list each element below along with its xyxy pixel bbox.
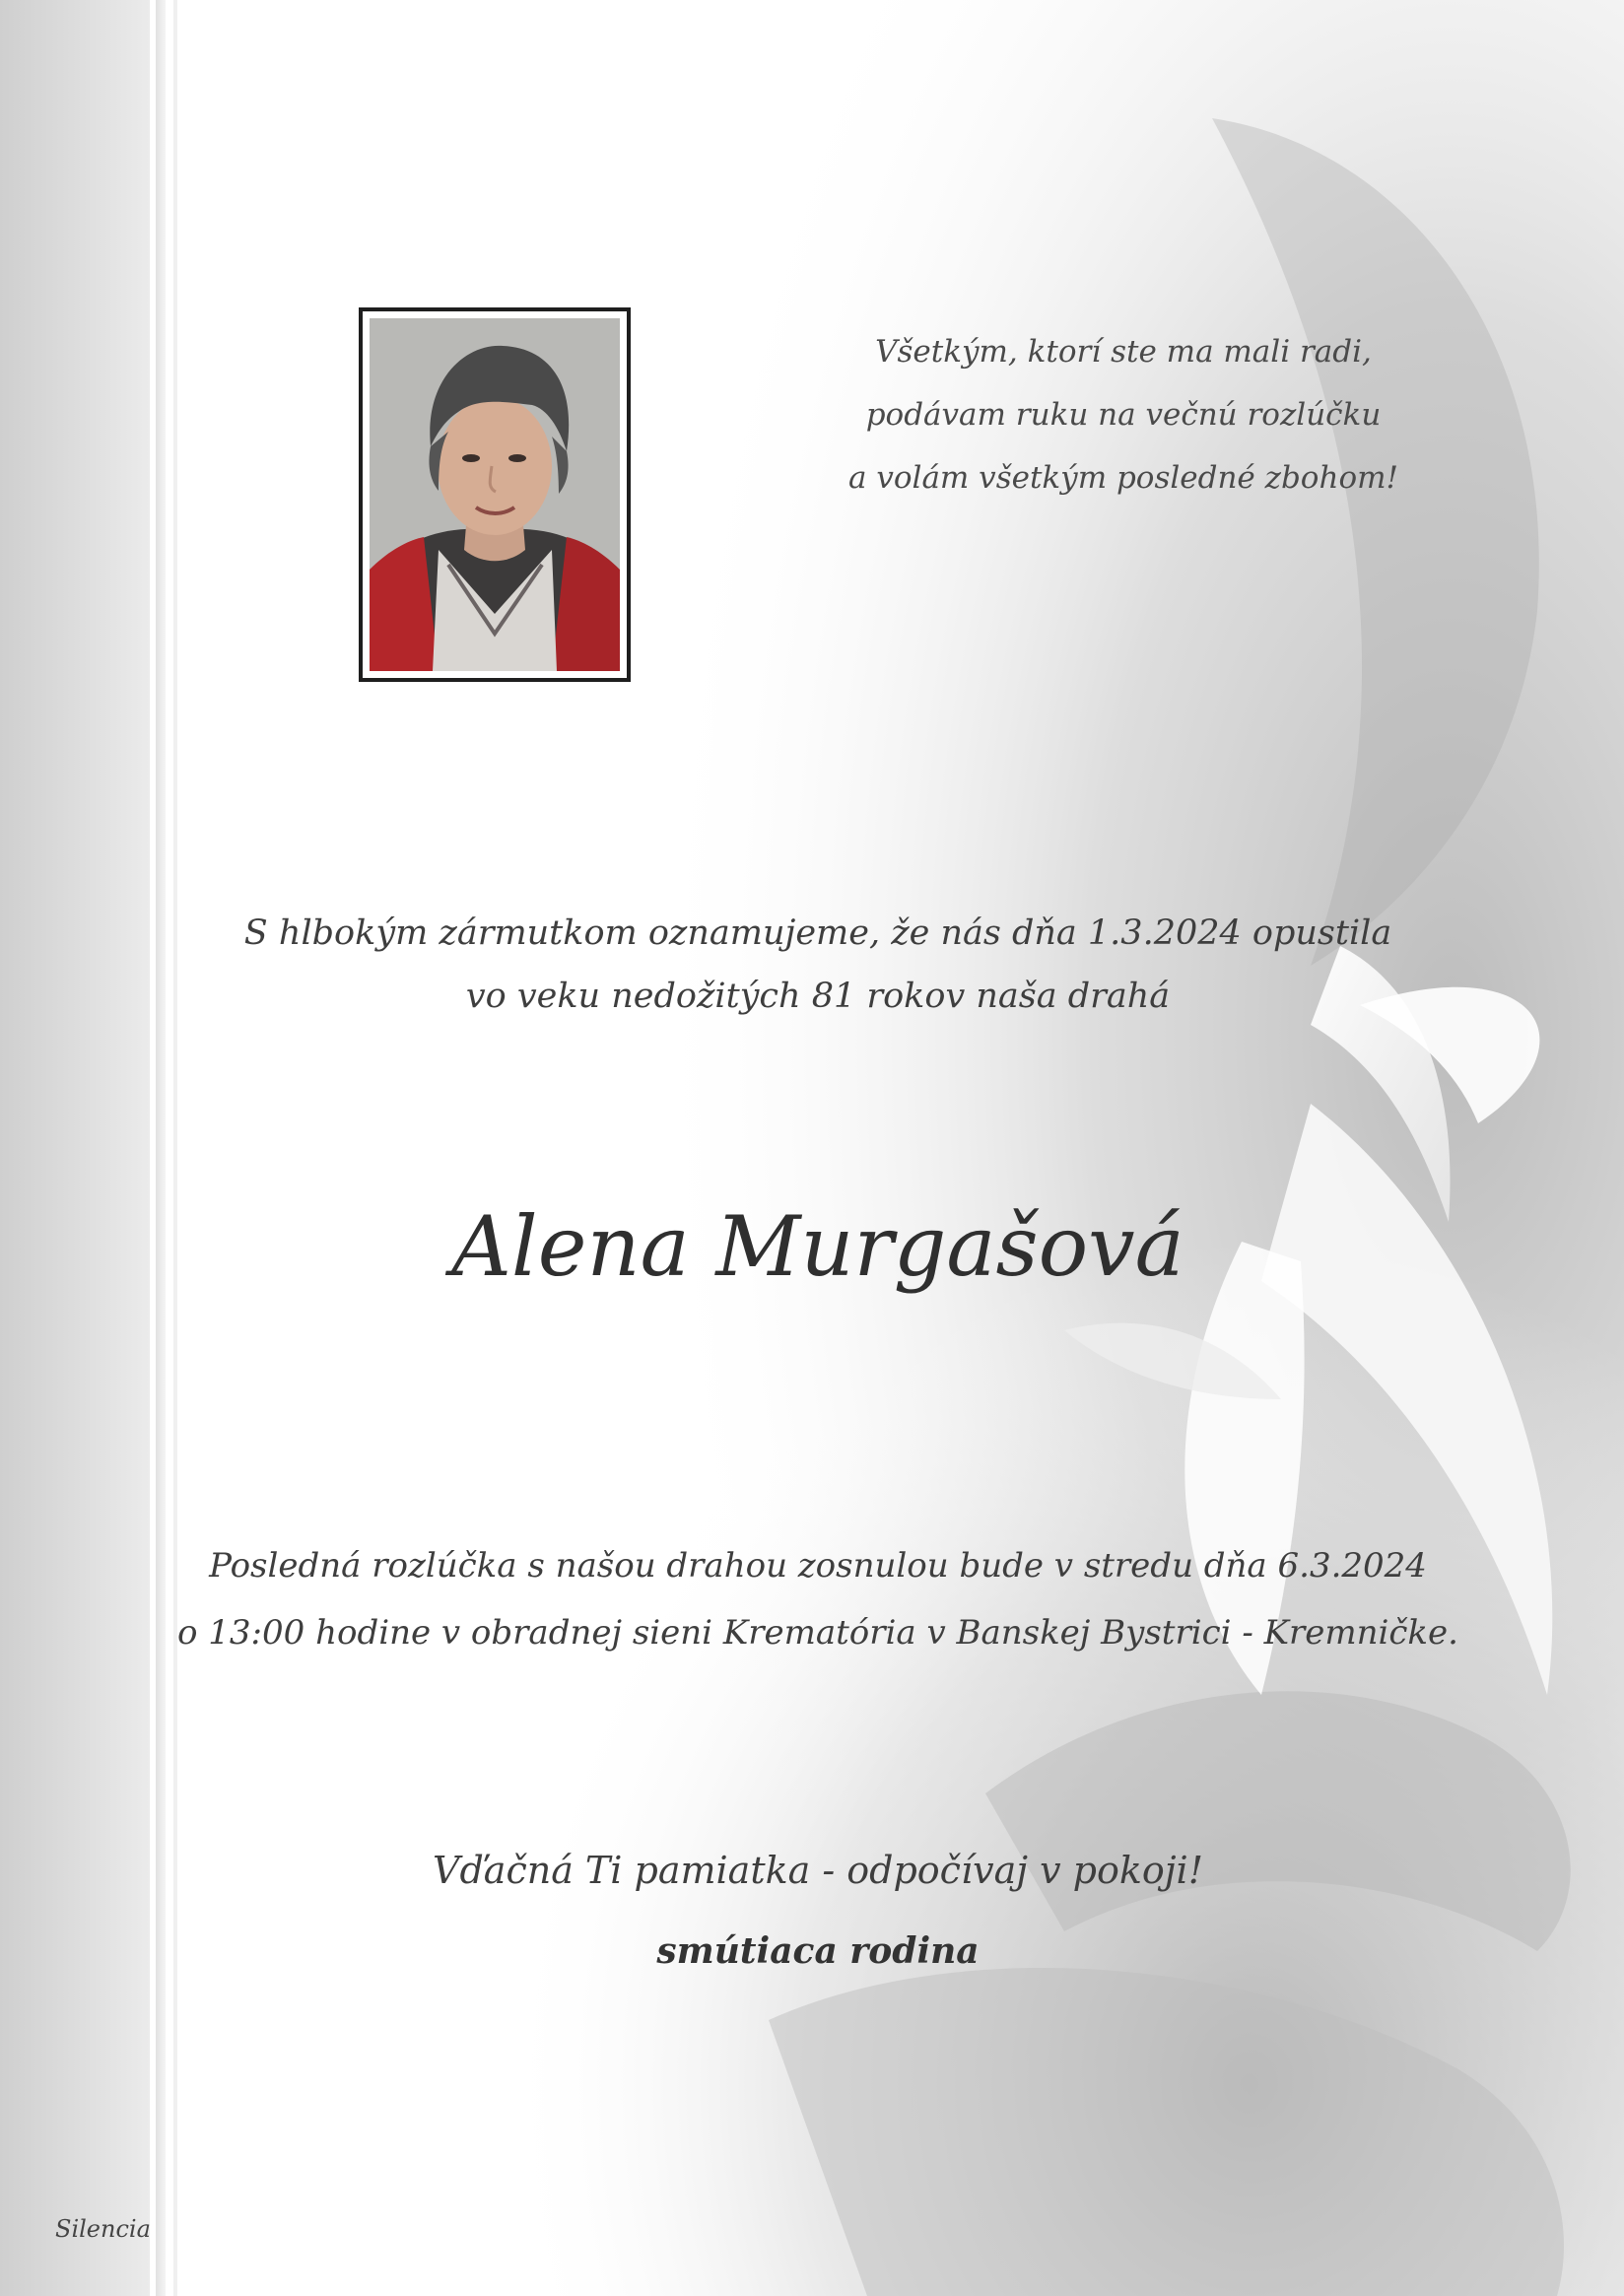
left-strip-divider bbox=[156, 0, 166, 2296]
verse-line: a volám všetkým posledné zbohom! bbox=[848, 460, 1398, 496]
deceased-name: Alena Murgašová bbox=[451, 1198, 1184, 1295]
portrait-photo-icon bbox=[370, 318, 620, 671]
verse-line: Všetkým, ktorí ste ma mali radi, bbox=[875, 334, 1372, 370]
announcement-line: vo veku nedožitých 81 rokov naša drahá bbox=[465, 977, 1171, 1016]
verse-line: podávam ruku na večnú rozlúčku bbox=[865, 397, 1382, 433]
ceremony-details bbox=[177, 1532, 1458, 1666]
ceremony-line: Posledná rozlúčka s našou drahou zosnulou bude v stredu dňa 6.3.2024 bbox=[209, 1546, 1427, 1586]
portrait-frame bbox=[359, 307, 631, 682]
portrait-mat bbox=[363, 311, 627, 678]
verse bbox=[749, 320, 1498, 509]
ceremony-line: o 13:00 hodine v obradnej sieni Krematória v Banskej Bystrici - Kremničke. bbox=[177, 1613, 1458, 1653]
announcement bbox=[227, 902, 1409, 1028]
signature: smútiaca rodina bbox=[656, 1930, 980, 1972]
left-grey-strip bbox=[0, 0, 150, 2296]
farewell-line: Vďačná Ti pamiatka - odpočívaj v pokoji! bbox=[433, 1849, 1203, 1892]
announcement-line: S hlbokým zármutkom oznamujeme, že nás dňa 1.3.2024 opustila bbox=[243, 913, 1392, 953]
brand-mark: Silencia bbox=[55, 2215, 151, 2243]
